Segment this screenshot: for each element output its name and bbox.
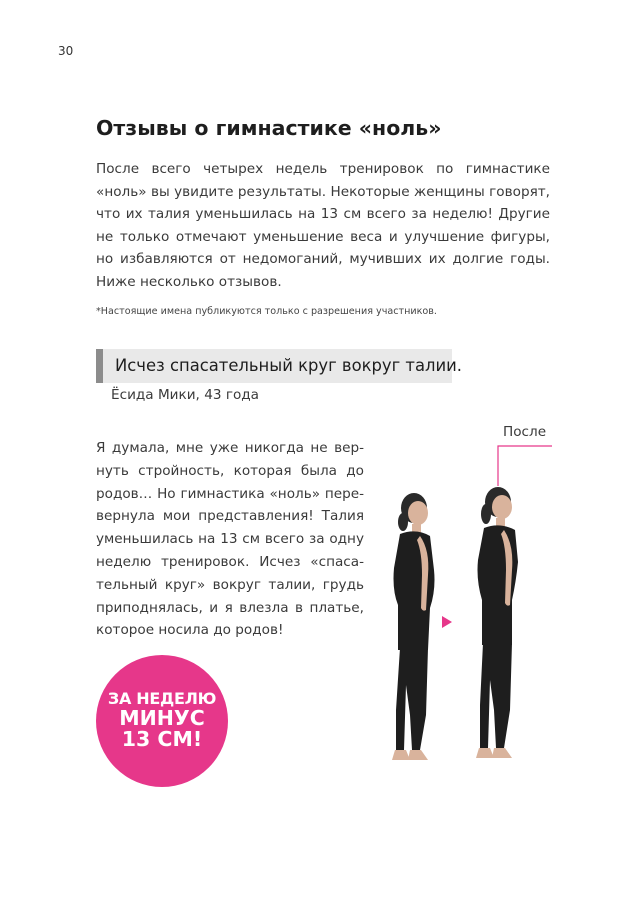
after-label: После [503,424,547,440]
footnote: *Настоящие имена публикуются только с разрешения участников. [96,306,437,317]
section-heading-box [96,349,463,383]
testimonial-line: нуть стройность, которая была до [96,462,364,479]
testimonial-line: приподнялась, и я влезла в платье, [96,599,364,616]
page-title: Отзывы о гимнастике «ноль» [96,116,442,140]
intro-line: «ноль» вы увидите результаты. Некоторые женщины говорят, [96,183,550,200]
badge-line: 13 СМ! [121,727,203,752]
badge-line: ЗА НЕДЕЛЮ [107,689,217,709]
testimonial-line: Я думала, мне уже никогда не вер- [96,440,364,456]
testimonial-line: вернула мои представления! Талия [96,508,364,525]
testimonial-line: родов… Но гимнастика «ноль» пере- [96,485,364,502]
result-badge [96,655,228,787]
after-figure [476,487,518,758]
testimonial-line: неделю тренировок. Исчез «спаса- [96,553,364,570]
after-leader-line [498,446,552,486]
before-figure [392,493,435,760]
intro-line: Ниже несколько отзывов. [96,273,282,290]
intro-line: что их талия уменьшилась на 13 см всего за неделю! Другие [96,206,550,222]
testimonial-line: тельный круг» вокруг талии, грудь [96,576,364,593]
intro-line: не только отмечают уменьшение веса и улучшение фигуры, [96,228,550,245]
section-heading: Исчез спасательный круг вокруг талии. [115,356,463,375]
before-after-photo [370,440,570,780]
testimonial-line: которое носила до родов! [96,622,284,639]
page-number: 30 [58,44,74,58]
intro-line: но избавляются от недомоганий, мучивших их долгие годы. [96,251,550,267]
intro-line: После всего четырех недель тренировок по гимнастике [96,161,550,177]
triangle-right-icon [442,616,452,628]
badge-line: МИНУС [119,705,205,730]
intro-paragraph [96,158,550,293]
testimonial-author: Ёсида Мики, 43 года [111,387,260,403]
testimonial-line: уменьшилась на 13 см всего за одну [96,531,364,548]
testimonial-text [96,437,364,642]
